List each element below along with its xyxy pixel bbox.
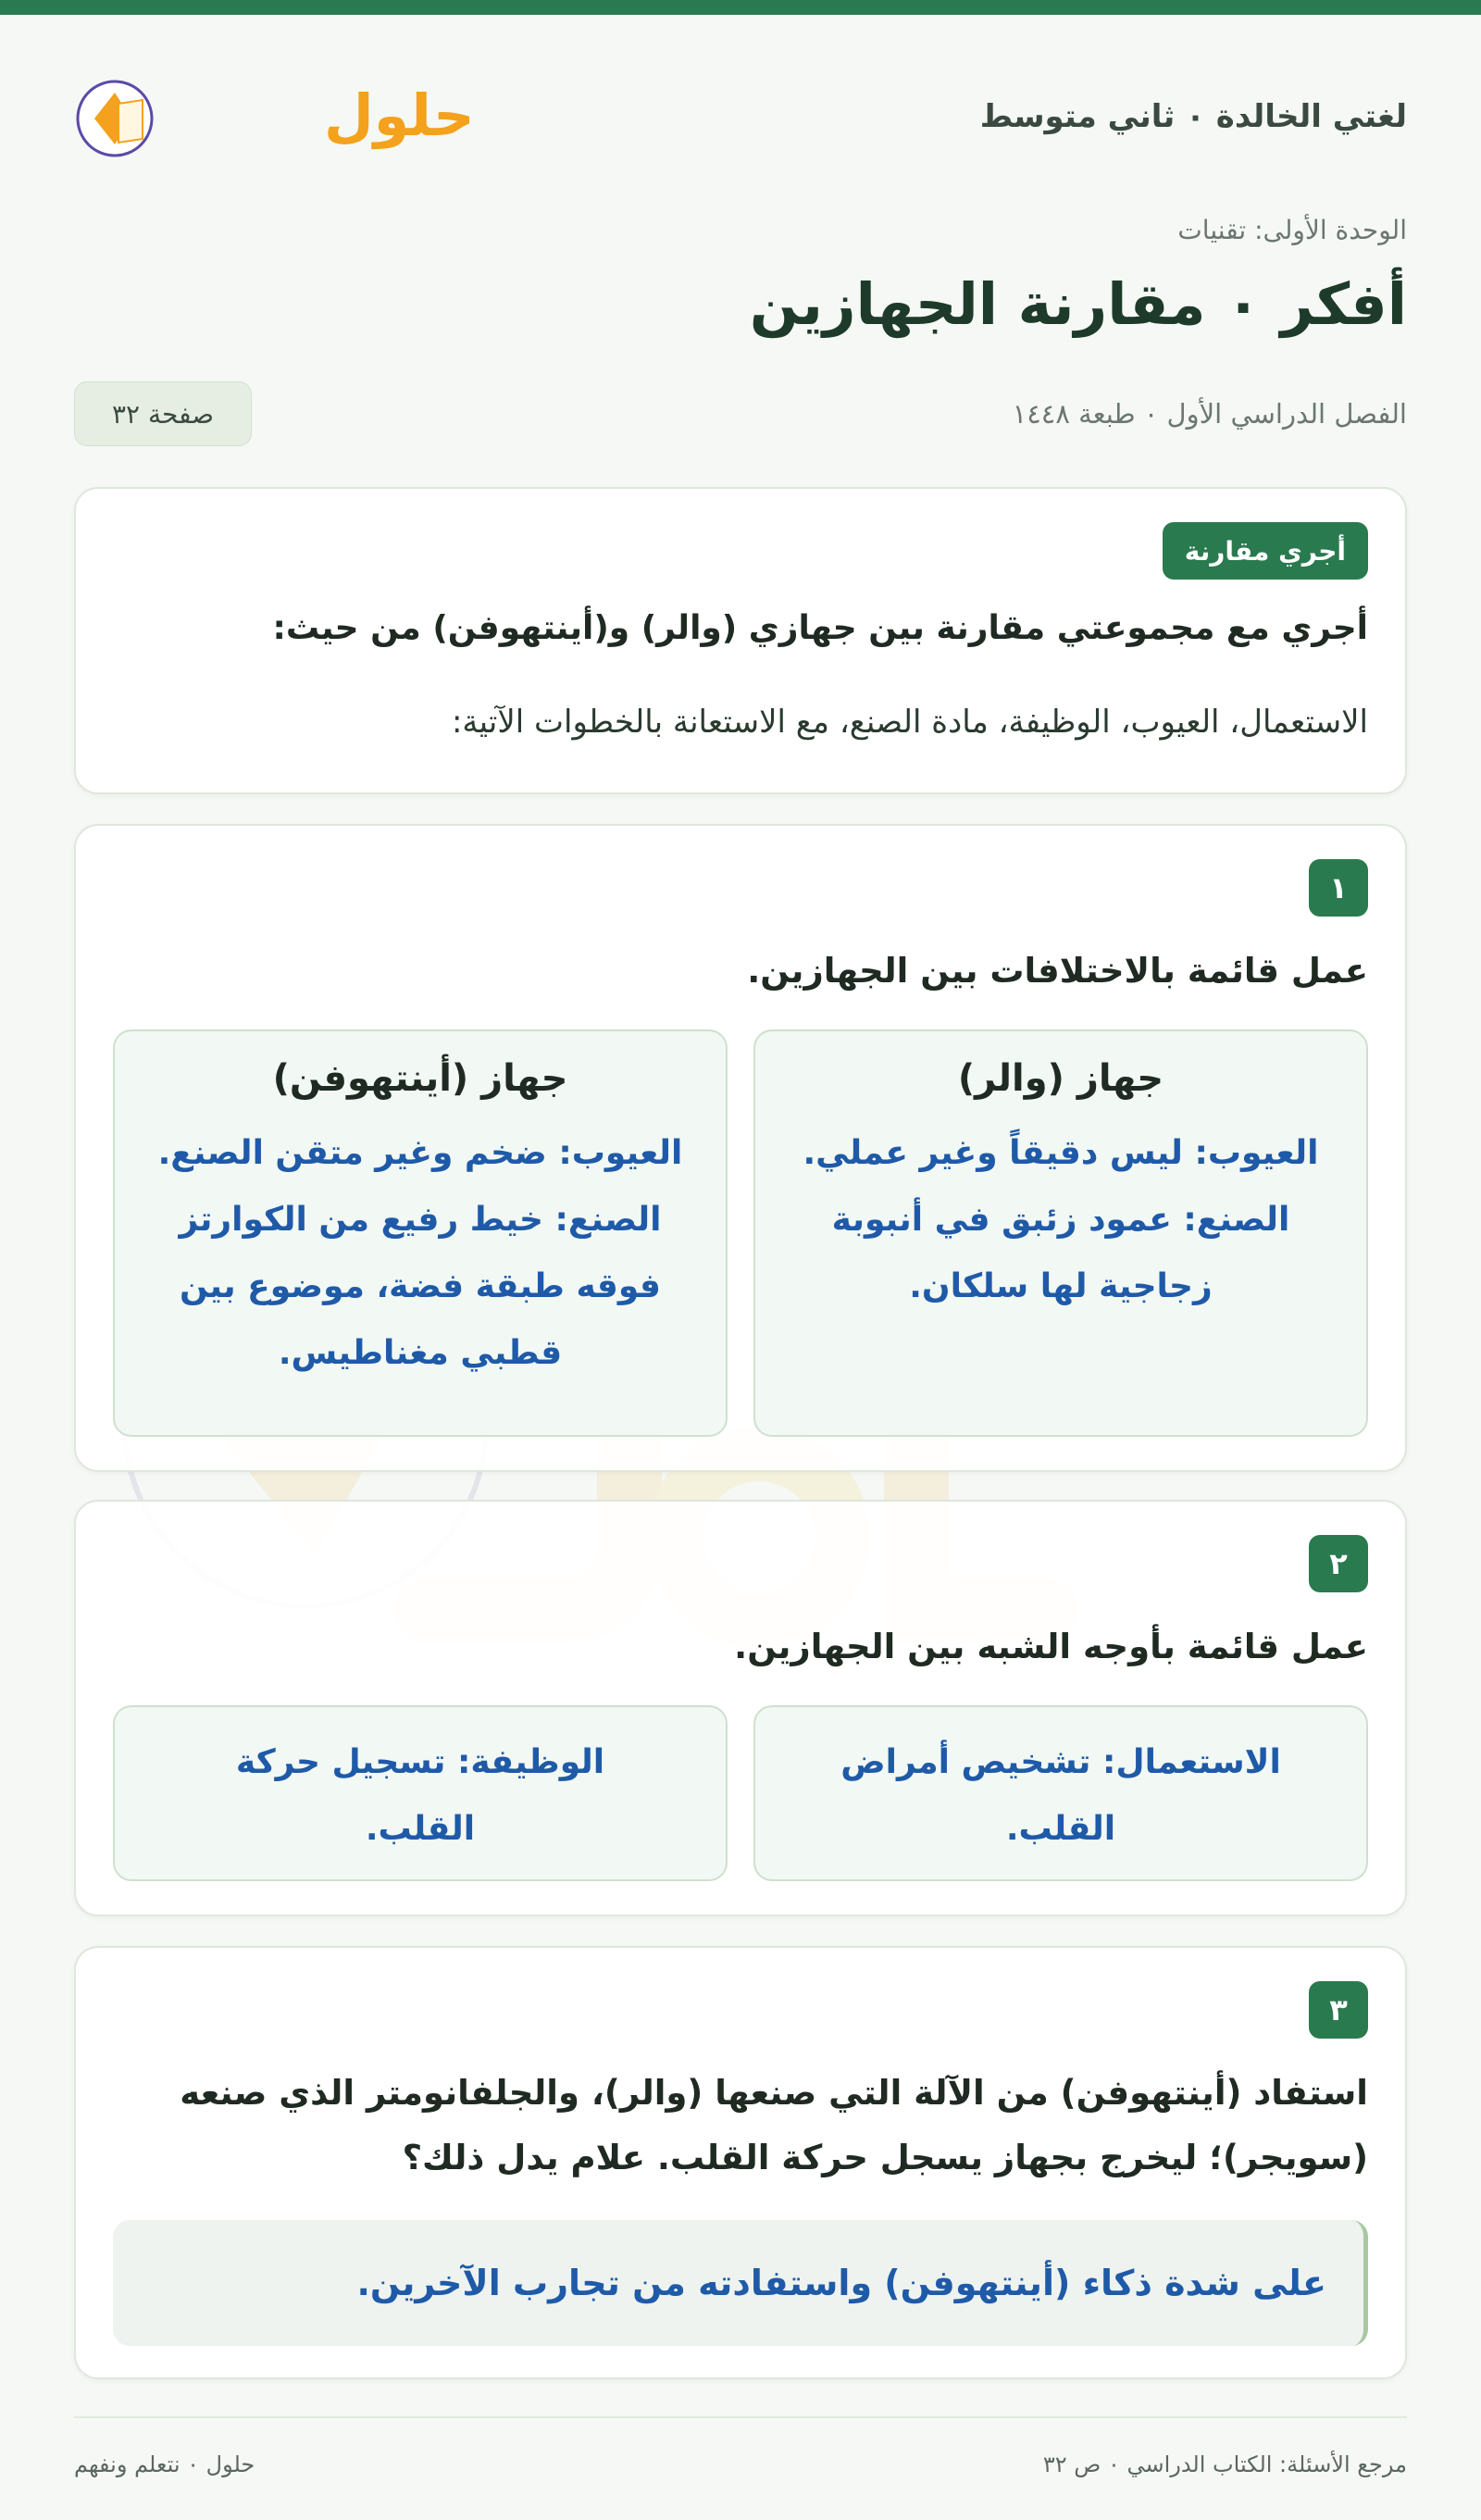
header — [74, 15, 1407, 222]
intro-tag: أجري مقارنة — [1163, 522, 1368, 580]
logo[interactable] — [74, 63, 475, 165]
intro-card — [74, 487, 1407, 794]
series-title: لغتي الخالدة ٠ ثاني متوسط — [979, 98, 1407, 135]
box-body — [755, 1707, 1366, 1863]
answer-line: العيوب: ضخم وغير متقن الصنع. — [157, 1134, 683, 1172]
logo-book-icon — [74, 63, 475, 165]
answer-line: القلب. — [365, 1810, 476, 1848]
intro-body: الاستعمال، العيوب، الوظيفة، مادة الصنع، مع الاستعانة بالخطوات الآتية: — [451, 704, 1368, 741]
page-title: أفكر ٠ مقارنة الجهازين — [749, 270, 1407, 338]
walr-device-box — [753, 1029, 1368, 1437]
intro-heading: أجري مع مجموعتي مقارنة بين جهازي (والر) و(أينتهوفن) من حيث: — [272, 609, 1368, 647]
footer-brand: حلول ٠ نتعلم ونفهم — [74, 2451, 255, 2477]
answer-line: فوقه طبقة فضة، موضوع بين — [180, 1267, 661, 1305]
unit-label: الوحدة الأولى: تقنيات — [1177, 215, 1407, 245]
box-title: جهاز (أينتهوفن) — [272, 1057, 568, 1100]
footer-divider — [74, 2416, 1407, 2418]
box-title: جهاز (والر) — [957, 1057, 1164, 1100]
question-line: (سويجر)؛ ليخرج بجهاز يسجل حركة القلب. علام يدل ذلك؟ — [402, 2138, 1368, 2177]
question-number: ٣ — [1309, 1981, 1368, 2039]
answer-line: الاستعمال: تشخيص أمراض — [840, 1743, 1281, 1781]
footer-reference: مرجع الأسئلة: الكتاب الدراسي ٠ ص ٣٢ — [1042, 2451, 1407, 2477]
page-number-badge: صفحة ٣٢ — [74, 381, 252, 446]
answer-line: القلب. — [1005, 1810, 1116, 1848]
header-region — [74, 15, 1407, 222]
answer-line: الوظيفة: تسجيل حركة — [235, 1743, 605, 1781]
question-line: استفاد (أينتهوفن) من الآلة التي صنعها (والر)، والجلفانومتر الذي صنعه — [180, 2073, 1368, 2113]
question-2-card — [74, 1500, 1407, 1916]
logo-text: حلول — [324, 81, 475, 149]
question-3-card — [74, 1946, 1407, 2379]
question-text: عمل قائمة بالاختلافات بين الجهازين. — [747, 951, 1368, 991]
einthoven-device-box — [113, 1029, 728, 1437]
function-similarity-box — [113, 1705, 728, 1881]
box-body — [755, 1120, 1366, 1320]
answer-line: الصنع: خيط رفيع من الكوارتز — [179, 1201, 662, 1239]
box-body — [115, 1707, 726, 1863]
box-body — [115, 1120, 726, 1387]
answer-line: زجاجية لها سلكان. — [909, 1267, 1213, 1305]
top-accent-bar — [0, 0, 1481, 15]
answer-line: العيوب: ليس دقيقاً وغير عملي. — [803, 1134, 1319, 1172]
question-1-card — [74, 824, 1407, 1472]
answer-line: الصنع: عمود زئبق في أنبوبة — [831, 1201, 1290, 1239]
question-text — [113, 2061, 1368, 2190]
meta-line: الفصل الدراسي الأول ٠ طبعة ١٤٤٨ — [1012, 398, 1407, 430]
question-number: ٢ — [1309, 1535, 1368, 1592]
usage-similarity-box — [753, 1705, 1368, 1881]
answer-line: قطبي مغناطيس. — [278, 1334, 563, 1372]
question-text: عمل قائمة بأوجه الشبه بين الجهازين. — [734, 1627, 1368, 1666]
answer-box: على شدة ذكاء (أينتهوفن) واستفادته من تجارب الآخرين. — [113, 2220, 1368, 2346]
question-number: ١ — [1309, 859, 1368, 917]
